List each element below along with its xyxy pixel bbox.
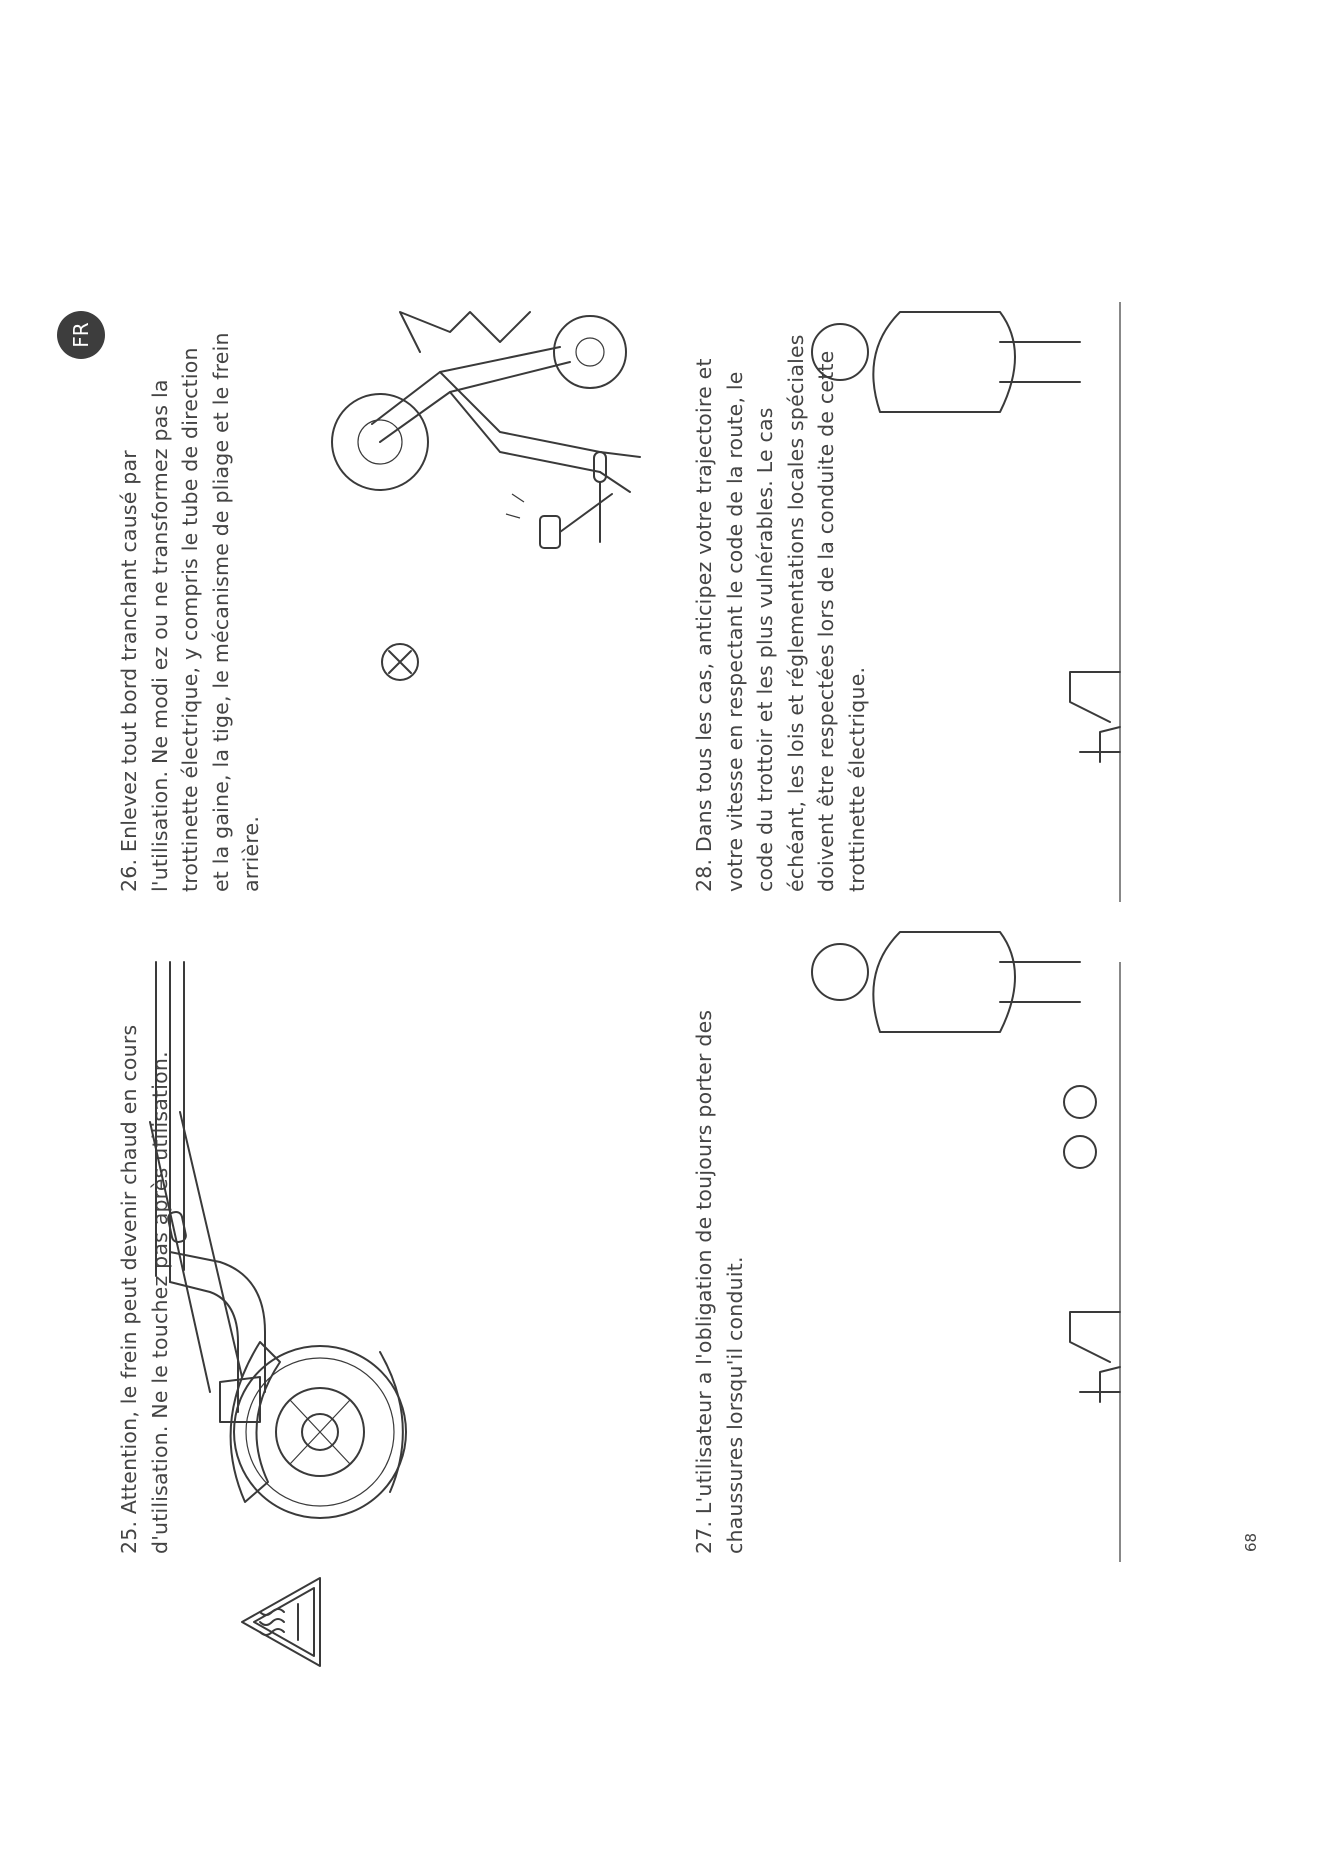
instruction-25-text: 25. Attention, le frein peut devenir chaud en cours d'utilisation. Ne le touchez pas après utilisation. — [117, 1024, 172, 1554]
rider-road-illustration — [810, 292, 1130, 912]
hot-brake-illustration — [150, 962, 430, 1722]
language-badge: FR — [57, 311, 105, 359]
folding-stem — [150, 1112, 242, 1392]
decorative-leaves — [400, 312, 530, 352]
prohibited-x-icon — [382, 644, 418, 680]
instruction-28-text: 28. Dans tous les cas, anticipez votre trajectoire et votre vitesse en respectant le code de la route, le code du trottoir et les plus vulnérables. Le cas échéant, les lois et réglementations locales spéciales doivent être respectées lors de la conduite de cette trottinette électrique. — [692, 334, 869, 892]
instruction-26-text: 26. Enlevez tout bord tranchant causé par l'utilisation. Ne modi ez ou ne transformez pas la trottinette électrique, y compris le tube de direction et la gaine, la tige, le mécanisme de pliage et le frein arrière. — [117, 332, 263, 892]
no-modification-illustration — [300, 312, 680, 872]
rider-figure — [812, 312, 1080, 412]
instruction-27-text: 27. L'utilisateur a l'obligation de toujours porter des chaussures lorsqu'il conduit. — [692, 1009, 747, 1554]
shoe-left-icon — [1064, 1136, 1096, 1168]
screwdriver-icon — [594, 452, 606, 542]
scooter-deck — [156, 962, 184, 1282]
rider-figure — [812, 932, 1080, 1032]
rider-shoes-illustration — [810, 952, 1130, 1572]
hammer-icon — [506, 494, 612, 548]
rear-wheel — [231, 1342, 406, 1518]
page-number: 68 — [1242, 1532, 1260, 1552]
hot-surface-warning-icon — [242, 1578, 320, 1666]
shoe-right-icon — [1064, 1086, 1096, 1118]
